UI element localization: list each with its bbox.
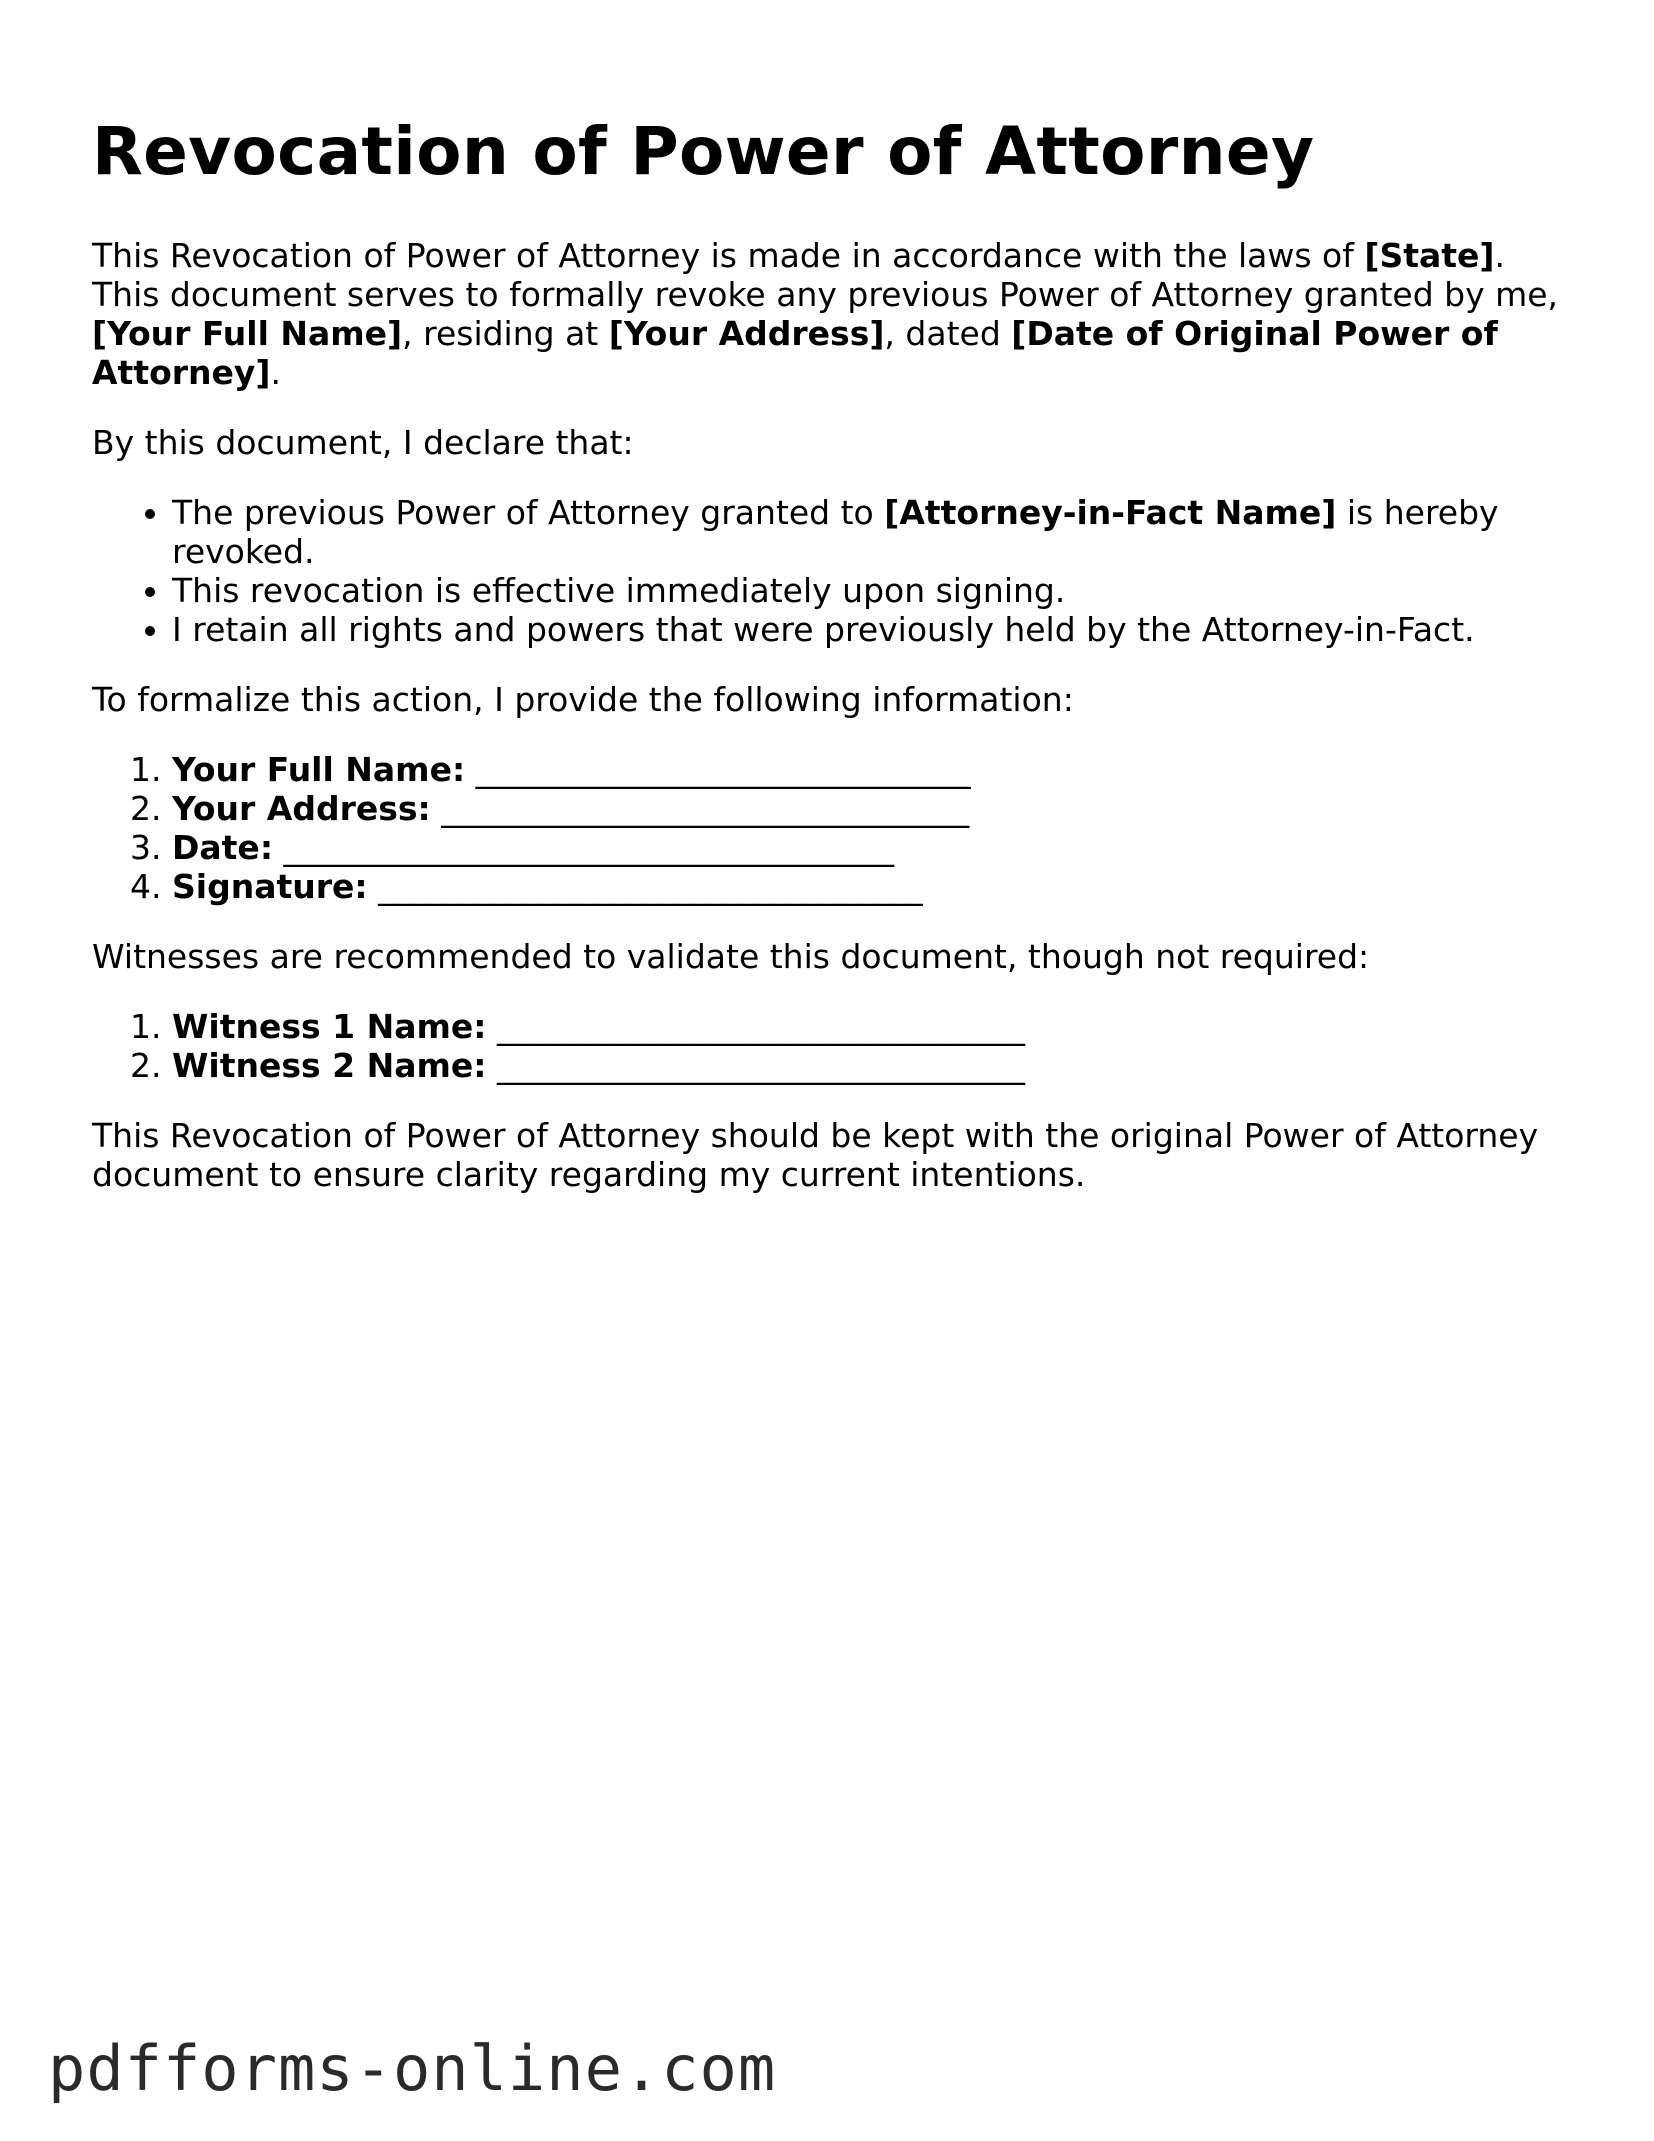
formalize-intro: To formalize this action, I provide the following information: (92, 680, 1074, 719)
info-field-address (172, 789, 1572, 828)
document-title: Revocation of Power of Attorney (92, 113, 1315, 190)
declaration-1-prefix: The previous Power of Attorney granted to (172, 493, 885, 532)
fill-in-line[interactable]: _____________________________________ (283, 828, 895, 867)
field-label: Date: (172, 828, 274, 867)
info-field-date (172, 828, 1572, 867)
full-name-placeholder: [Your Full Name] (92, 314, 403, 353)
document-page (92, 112, 1572, 1225)
info-field-full-name (172, 750, 1572, 789)
intro-text-5: . (270, 353, 282, 392)
fill-in-line[interactable]: ______________________________ (475, 750, 971, 789)
attorney-in-fact-placeholder: [Attorney-in-Fact Name] (884, 493, 1337, 532)
fill-in-line[interactable]: ________________________________ (496, 1007, 1025, 1046)
witness-intro: Witnesses are recommended to validate this document, though not required: (92, 937, 1370, 976)
witness-field-1 (172, 1007, 1572, 1046)
declaration-item (172, 493, 1572, 571)
fill-in-line[interactable]: ________________________________ (496, 1046, 1025, 1085)
info-field-signature (172, 867, 1572, 906)
declaration-list (92, 493, 1572, 649)
watermark-footer: pdfforms-online.com (48, 2032, 777, 2105)
declaration-item: • This revocation is effective immediately upon signing. (172, 571, 1572, 610)
original-date-placeholder: [Date of Original Power of Attorney] (92, 314, 1498, 392)
address-placeholder: [Your Address] (608, 314, 885, 353)
intro-text-4: , dated (884, 314, 1012, 353)
state-placeholder: [State] (1364, 236, 1495, 275)
closing-paragraph: This Revocation of Power of Attorney should be kept with the original Power of Attorney document to ensure clarity regarding my current intentions. (92, 1116, 1539, 1194)
intro-text-2: . This document serves to formally revoke any previous Power of Attorney granted by me, (92, 236, 1559, 314)
field-label: Witness 1 Name: (172, 1007, 487, 1046)
intro-text-3: , residing at (402, 314, 609, 353)
fill-in-line[interactable]: ________________________________ (441, 789, 970, 828)
intro-text-1: This Revocation of Power of Attorney is made in accordance with the laws of (92, 236, 1365, 275)
witness-field-2 (172, 1046, 1572, 1085)
witness-field-list (92, 1007, 1572, 1085)
fill-in-line[interactable]: _________________________________ (378, 867, 923, 906)
field-label: Witness 2 Name: (172, 1046, 487, 1085)
declaration-1-suffix: is hereby revoked. (172, 493, 1499, 571)
declare-intro: By this document, I declare that: (92, 423, 634, 462)
field-label: Your Full Name: (172, 750, 466, 789)
field-label: Your Address: (172, 789, 431, 828)
intro-paragraph (92, 236, 1572, 392)
field-label: Signature: (172, 867, 368, 906)
info-field-list (92, 750, 1572, 906)
declaration-item: • I retain all rights and powers that were previously held by the Attorney-in-Fact. (172, 610, 1572, 649)
